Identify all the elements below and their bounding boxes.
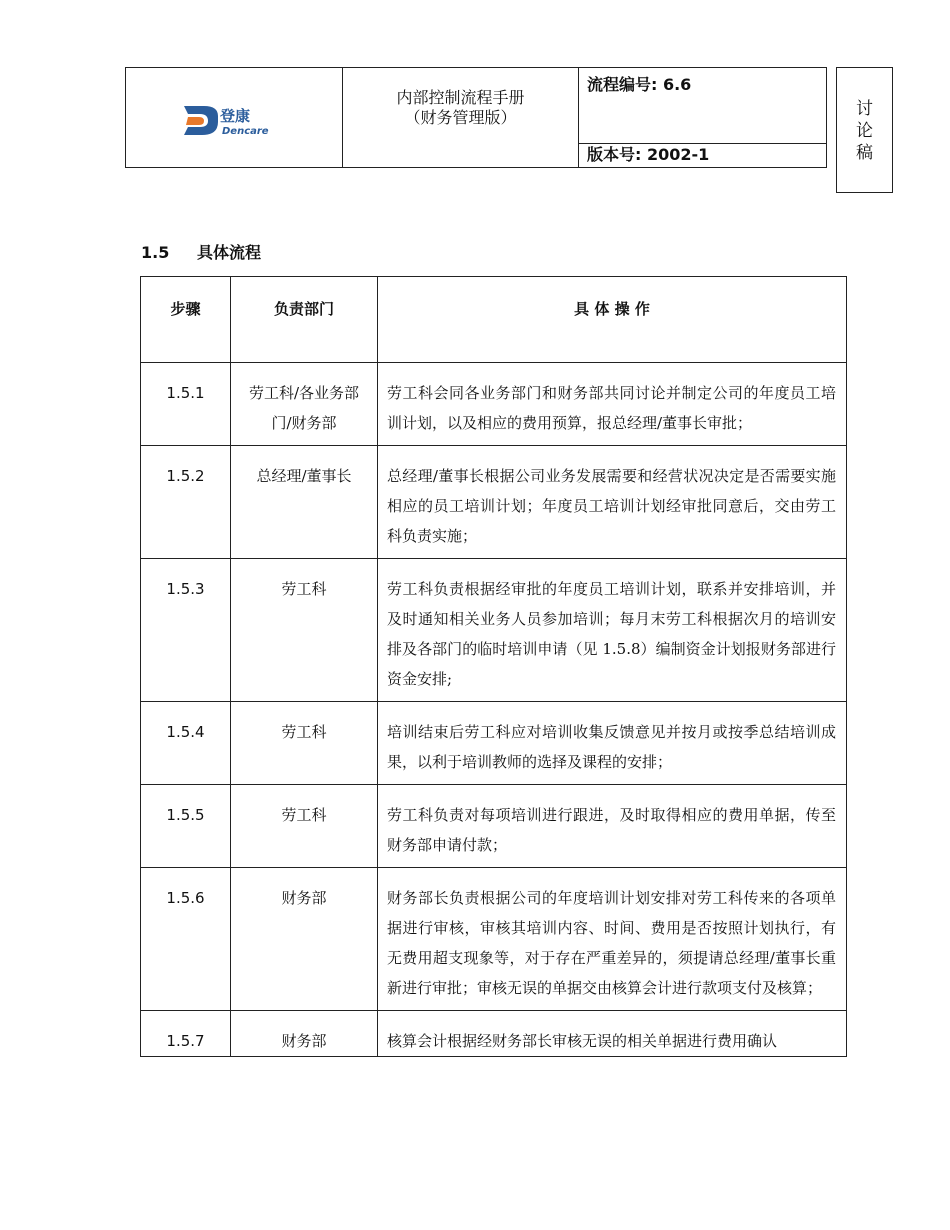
column-header-step: 步骤 bbox=[141, 277, 231, 363]
operation-text: 总经理/董事长根据公司业务发展需要和经营状况决定是否需要实施相应的员工培训计划；年度员工培训计划经审批同意后，交由劳工科负责实施； bbox=[378, 446, 847, 559]
draft-char-1: 讨 bbox=[856, 99, 873, 119]
table-row bbox=[141, 559, 847, 702]
responsible-dept: 劳工科 bbox=[231, 559, 378, 702]
column-header-operation: 具 体 操 作 bbox=[378, 277, 847, 363]
step-number: 1.5.1 bbox=[141, 363, 231, 446]
manual-title-line1: 内部控制流程手册 bbox=[396, 88, 525, 107]
process-code: 流程编号: 6.6 bbox=[579, 68, 827, 144]
step-number: 1.5.4 bbox=[141, 702, 231, 785]
operation-text: 核算会计根据经财务部长审核无误的相关单据进行费用确认 bbox=[378, 1011, 847, 1057]
operation-text: 财务部长负责根据公司的年度培训计划安排对劳工科传来的各项单据进行审核，审核其培训内容、时间、费用是否按照计划执行，有无费用超支现象等，对于存在严重差异的，须提请总经理/董事长重新进行审批；审核无误的单据交由核算会计进行款项支付及核算； bbox=[378, 868, 847, 1011]
responsible-dept: 劳工科 bbox=[231, 702, 378, 785]
operation-text: 劳工科会同各业务部门和财务部共同讨论并制定公司的年度员工培训计划，以及相应的费用预算，报总经理/董事长审批； bbox=[378, 363, 847, 446]
table-row bbox=[141, 363, 847, 446]
version-number: 版本号: 2002-1 bbox=[579, 144, 827, 168]
manual-title bbox=[343, 68, 579, 168]
step-number: 1.5.7 bbox=[141, 1011, 231, 1057]
step-number: 1.5.5 bbox=[141, 785, 231, 868]
draft-char-2: 论 bbox=[856, 121, 873, 141]
operation-text: 劳工科负责对每项培训进行跟进，及时取得相应的费用单据，传至财务部申请付款； bbox=[378, 785, 847, 868]
table-row bbox=[141, 868, 847, 1011]
document-header bbox=[125, 67, 827, 168]
table-row bbox=[141, 446, 847, 559]
section-title: 具体流程 bbox=[197, 243, 262, 262]
table-row bbox=[141, 785, 847, 868]
responsible-dept: 财务部 bbox=[231, 868, 378, 1011]
logo-cell bbox=[126, 68, 343, 168]
operation-text: 劳工科负责根据经审批的年度员工培训计划，联系并安排培训，并及时通知相关业务人员参加培训；每月末劳工科根据次月的培训安排及各部门的临时培训申请（见 1.5.8）编制资金计划报财务部进行资金安排; bbox=[378, 559, 847, 702]
procedure-table bbox=[140, 276, 847, 1057]
responsible-dept: 劳工科 bbox=[231, 785, 378, 868]
svg-text:登康: 登康 bbox=[220, 107, 251, 125]
step-number: 1.5.2 bbox=[141, 446, 231, 559]
responsible-dept: 劳工科/各业务部门/财务部 bbox=[231, 363, 378, 446]
step-number: 1.5.6 bbox=[141, 868, 231, 1011]
column-header-dept: 负责部门 bbox=[231, 277, 378, 363]
draft-char-3: 稿 bbox=[856, 143, 873, 163]
responsible-dept: 总经理/董事长 bbox=[231, 446, 378, 559]
table-row bbox=[141, 702, 847, 785]
operation-text: 培训结束后劳工科应对培训收集反馈意见并按月或按季总结培训成果，以利于培训教师的选择及课程的安排； bbox=[378, 702, 847, 785]
responsible-dept: 财务部 bbox=[231, 1011, 378, 1057]
section-number: 1.5 bbox=[141, 243, 170, 262]
manual-title-line2: （财务管理版） bbox=[404, 108, 517, 127]
table-row bbox=[141, 1011, 847, 1057]
section-heading bbox=[141, 240, 261, 263]
dencare-logo bbox=[182, 104, 277, 138]
svg-text:Dencare: Dencare bbox=[222, 126, 269, 137]
step-number: 1.5.3 bbox=[141, 559, 231, 702]
draft-stamp bbox=[836, 67, 893, 193]
table-header-row bbox=[141, 277, 847, 363]
